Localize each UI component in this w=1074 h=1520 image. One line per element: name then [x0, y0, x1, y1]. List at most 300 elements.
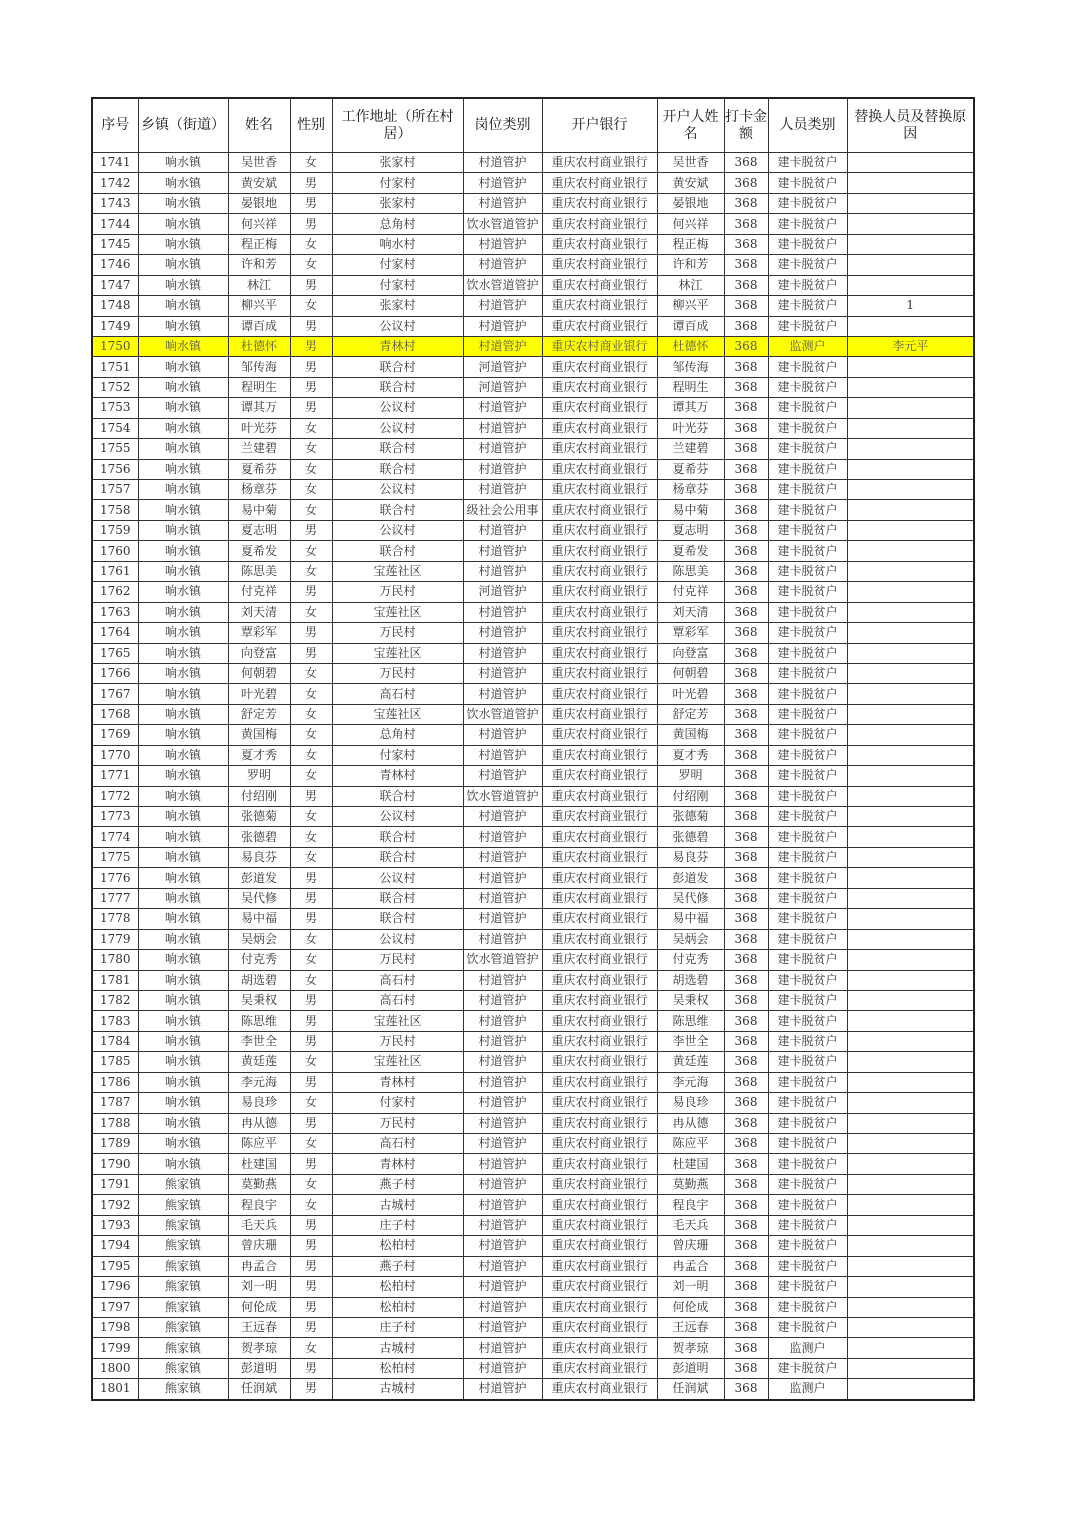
- cell-gender: 女: [290, 827, 332, 847]
- cell-bank: 重庆农村商业银行: [542, 827, 657, 847]
- cell-name: 李世全: [228, 1031, 290, 1051]
- cell-person-category: 建卡脱贫户: [768, 398, 847, 418]
- cell-index: 1782: [92, 990, 138, 1010]
- cell-work-address: 公议村: [332, 398, 463, 418]
- cell-replacement: [847, 602, 974, 622]
- cell-post-type: 村道管护: [463, 725, 542, 745]
- cell-work-address: 松柏村: [332, 1236, 463, 1256]
- cell-bank: 重庆农村商业银行: [542, 602, 657, 622]
- col-header-amount: 打卡金额: [724, 98, 768, 153]
- cell-name: 晏银地: [228, 193, 290, 213]
- cell-person-category: 建卡脱贫户: [768, 561, 847, 581]
- cell-account-holder: 兰建碧: [657, 439, 724, 459]
- cell-gender: 男: [290, 1277, 332, 1297]
- cell-town: 熊家镇: [138, 1317, 228, 1337]
- cell-bank: 重庆农村商业银行: [542, 255, 657, 275]
- cell-town: 响水镇: [138, 970, 228, 990]
- cell-gender: 男: [290, 1256, 332, 1276]
- cell-account-holder: 易良芬: [657, 847, 724, 867]
- cell-replacement: [847, 766, 974, 786]
- cell-bank: 重庆农村商业银行: [542, 173, 657, 193]
- table-body: [92, 153, 974, 1400]
- cell-gender: 男: [290, 336, 332, 356]
- cell-amount: 368: [724, 1011, 768, 1031]
- cell-town: 响水镇: [138, 582, 228, 602]
- cell-gender: 男: [290, 1358, 332, 1378]
- cell-account-holder: 贺孝琼: [657, 1338, 724, 1358]
- cell-post-type: 村道管护: [463, 1011, 542, 1031]
- cell-gender: 女: [290, 1174, 332, 1194]
- cell-name: 叶光碧: [228, 684, 290, 704]
- cell-replacement: [847, 1379, 974, 1400]
- cell-post-type: 村道管护: [463, 418, 542, 438]
- cell-index: 1774: [92, 827, 138, 847]
- cell-work-address: 燕子村: [332, 1174, 463, 1194]
- cell-bank: 重庆农村商业银行: [542, 1236, 657, 1256]
- cell-post-type: 村道管护: [463, 990, 542, 1010]
- cell-bank: 重庆农村商业银行: [542, 398, 657, 418]
- cell-replacement: [847, 1236, 974, 1256]
- cell-bank: 重庆农村商业银行: [542, 336, 657, 356]
- cell-index: 1788: [92, 1113, 138, 1133]
- cell-gender: 女: [290, 255, 332, 275]
- cell-index: 1767: [92, 684, 138, 704]
- cell-gender: 男: [290, 398, 332, 418]
- table-row: [92, 357, 974, 377]
- cell-post-type: 村道管护: [463, 1236, 542, 1256]
- cell-name: 何兴祥: [228, 214, 290, 234]
- cell-replacement: [847, 1174, 974, 1194]
- cell-name: 陈应平: [228, 1134, 290, 1154]
- cell-replacement: [847, 1113, 974, 1133]
- cell-post-type: 村道管护: [463, 296, 542, 316]
- cell-name: 任润斌: [228, 1379, 290, 1400]
- cell-index: 1791: [92, 1174, 138, 1194]
- cell-town: 响水镇: [138, 234, 228, 254]
- cell-replacement: [847, 1317, 974, 1337]
- cell-person-category: 建卡脱贫户: [768, 766, 847, 786]
- cell-replacement: [847, 357, 974, 377]
- cell-account-holder: 程明生: [657, 377, 724, 397]
- cell-replacement: [847, 868, 974, 888]
- cell-town: 响水镇: [138, 561, 228, 581]
- cell-replacement: [847, 173, 974, 193]
- cell-post-type: 村道管护: [463, 745, 542, 765]
- cell-account-holder: 谭其万: [657, 398, 724, 418]
- cell-person-category: 建卡脱贫户: [768, 1072, 847, 1092]
- table-row: [92, 1031, 974, 1051]
- cell-gender: 男: [290, 1379, 332, 1400]
- col-header-post-type: 岗位类别: [463, 98, 542, 153]
- cell-name: 覃彩军: [228, 623, 290, 643]
- cell-amount: 368: [724, 1031, 768, 1051]
- cell-replacement: [847, 418, 974, 438]
- col-header-index: 序号: [92, 98, 138, 153]
- cell-work-address: 宝莲社区: [332, 1052, 463, 1072]
- cell-name: 王远春: [228, 1317, 290, 1337]
- cell-name: 张德菊: [228, 807, 290, 827]
- cell-gender: 女: [290, 807, 332, 827]
- cell-post-type: 级社会公用事: [463, 500, 542, 520]
- cell-work-address: 公议村: [332, 418, 463, 438]
- cell-account-holder: 夏才秀: [657, 745, 724, 765]
- cell-bank: 重庆农村商业银行: [542, 1072, 657, 1092]
- cell-post-type: 村道管护: [463, 1277, 542, 1297]
- cell-name: 许和芳: [228, 255, 290, 275]
- cell-work-address: 古城村: [332, 1195, 463, 1215]
- cell-post-type: 村道管护: [463, 847, 542, 867]
- cell-amount: 368: [724, 459, 768, 479]
- cell-person-category: 建卡脱贫户: [768, 214, 847, 234]
- cell-replacement: [847, 847, 974, 867]
- cell-gender: 男: [290, 786, 332, 806]
- cell-amount: 368: [724, 1174, 768, 1194]
- cell-account-holder: 付绍刚: [657, 786, 724, 806]
- cell-post-type: 河道管护: [463, 582, 542, 602]
- cell-work-address: 联合村: [332, 786, 463, 806]
- cell-gender: 女: [290, 704, 332, 724]
- cell-amount: 368: [724, 480, 768, 500]
- cell-town: 响水镇: [138, 296, 228, 316]
- cell-replacement: [847, 623, 974, 643]
- cell-amount: 368: [724, 766, 768, 786]
- cell-index: 1786: [92, 1072, 138, 1092]
- cell-replacement: [847, 377, 974, 397]
- cell-gender: 女: [290, 541, 332, 561]
- cell-work-address: 付家村: [332, 275, 463, 295]
- cell-name: 冉孟合: [228, 1256, 290, 1276]
- cell-replacement: [847, 1093, 974, 1113]
- cell-bank: 重庆农村商业银行: [542, 214, 657, 234]
- cell-town: 响水镇: [138, 1031, 228, 1051]
- cell-replacement: [847, 929, 974, 949]
- cell-bank: 重庆农村商业银行: [542, 623, 657, 643]
- cell-replacement: [847, 541, 974, 561]
- cell-person-category: 建卡脱贫户: [768, 500, 847, 520]
- cell-account-holder: 覃彩军: [657, 623, 724, 643]
- cell-town: 响水镇: [138, 214, 228, 234]
- cell-work-address: 联合村: [332, 377, 463, 397]
- cell-replacement: [847, 582, 974, 602]
- cell-town: 熊家镇: [138, 1256, 228, 1276]
- cell-account-holder: 任润斌: [657, 1379, 724, 1400]
- cell-work-address: 松柏村: [332, 1297, 463, 1317]
- cell-post-type: 村道管护: [463, 1256, 542, 1276]
- cell-account-holder: 易中福: [657, 909, 724, 929]
- cell-gender: 女: [290, 1134, 332, 1154]
- cell-replacement: [847, 990, 974, 1010]
- cell-person-category: 建卡脱贫户: [768, 1174, 847, 1194]
- cell-work-address: 万民村: [332, 623, 463, 643]
- cell-replacement: [847, 398, 974, 418]
- cell-bank: 重庆农村商业银行: [542, 1338, 657, 1358]
- cell-post-type: 村道管护: [463, 807, 542, 827]
- cell-person-category: 建卡脱贫户: [768, 1195, 847, 1215]
- cell-bank: 重庆农村商业银行: [542, 541, 657, 561]
- cell-name: 易良芬: [228, 847, 290, 867]
- table-row: [92, 929, 974, 949]
- col-header-work-address: 工作地址（所在村居）: [332, 98, 463, 153]
- cell-name: 杨章芬: [228, 480, 290, 500]
- cell-amount: 368: [724, 1317, 768, 1337]
- cell-name: 向登富: [228, 643, 290, 663]
- cell-index: 1801: [92, 1379, 138, 1400]
- cell-bank: 重庆农村商业银行: [542, 745, 657, 765]
- cell-index: 1794: [92, 1236, 138, 1256]
- cell-name: 李元海: [228, 1072, 290, 1092]
- cell-account-holder: 李元海: [657, 1072, 724, 1092]
- cell-person-category: 建卡脱贫户: [768, 1277, 847, 1297]
- cell-person-category: 建卡脱贫户: [768, 520, 847, 540]
- cell-bank: 重庆农村商业银行: [542, 847, 657, 867]
- cell-town: 响水镇: [138, 643, 228, 663]
- cell-account-holder: 莫勤燕: [657, 1174, 724, 1194]
- cell-amount: 368: [724, 255, 768, 275]
- cell-person-category: 建卡脱贫户: [768, 153, 847, 173]
- cell-account-holder: 何朝碧: [657, 663, 724, 683]
- cell-bank: 重庆农村商业银行: [542, 1358, 657, 1378]
- cell-gender: 女: [290, 1195, 332, 1215]
- cell-index: 1769: [92, 725, 138, 745]
- cell-town: 响水镇: [138, 807, 228, 827]
- table-row: [92, 786, 974, 806]
- cell-index: 1750: [92, 336, 138, 356]
- table-row: [92, 1072, 974, 1092]
- cell-account-holder: 何伦成: [657, 1297, 724, 1317]
- cell-work-address: 万民村: [332, 582, 463, 602]
- cell-gender: 女: [290, 602, 332, 622]
- cell-account-holder: 李世全: [657, 1031, 724, 1051]
- cell-work-address: 公议村: [332, 868, 463, 888]
- cell-index: 1793: [92, 1215, 138, 1235]
- cell-town: 响水镇: [138, 1113, 228, 1133]
- cell-account-holder: 曾庆珊: [657, 1236, 724, 1256]
- cell-name: 曾庆珊: [228, 1236, 290, 1256]
- table-row: [92, 439, 974, 459]
- cell-bank: 重庆农村商业银行: [542, 909, 657, 929]
- cell-post-type: 村道管护: [463, 643, 542, 663]
- table-row: [92, 1093, 974, 1113]
- cell-gender: 女: [290, 296, 332, 316]
- cell-name: 罗明: [228, 766, 290, 786]
- cell-index: 1781: [92, 970, 138, 990]
- cell-gender: 女: [290, 480, 332, 500]
- cell-amount: 368: [724, 929, 768, 949]
- cell-account-holder: 吴代修: [657, 888, 724, 908]
- cell-account-holder: 吴炳会: [657, 929, 724, 949]
- cell-name: 黄安斌: [228, 173, 290, 193]
- cell-town: 响水镇: [138, 1011, 228, 1031]
- col-header-bank: 开户银行: [542, 98, 657, 153]
- cell-post-type: 村道管护: [463, 520, 542, 540]
- cell-bank: 重庆农村商业银行: [542, 418, 657, 438]
- cell-name: 付绍刚: [228, 786, 290, 806]
- table-row: [92, 1317, 974, 1337]
- cell-town: 响水镇: [138, 1093, 228, 1113]
- cell-replacement: [847, 1297, 974, 1317]
- cell-work-address: 联合村: [332, 500, 463, 520]
- cell-post-type: 村道管护: [463, 602, 542, 622]
- cell-bank: 重庆农村商业银行: [542, 1195, 657, 1215]
- cell-post-type: 村道管护: [463, 398, 542, 418]
- cell-index: 1747: [92, 275, 138, 295]
- cell-account-holder: 叶光芬: [657, 418, 724, 438]
- table-row: [92, 663, 974, 683]
- cell-gender: 男: [290, 623, 332, 643]
- cell-gender: 女: [290, 439, 332, 459]
- cell-replacement: [847, 1052, 974, 1072]
- cell-person-category: 建卡脱贫户: [768, 1031, 847, 1051]
- cell-amount: 368: [724, 500, 768, 520]
- cell-amount: 368: [724, 888, 768, 908]
- table-row: [92, 1011, 974, 1031]
- cell-person-category: 建卡脱贫户: [768, 725, 847, 745]
- cell-amount: 368: [724, 1277, 768, 1297]
- cell-bank: 重庆农村商业银行: [542, 1154, 657, 1174]
- cell-work-address: 总角村: [332, 725, 463, 745]
- table-row: [92, 1134, 974, 1154]
- cell-index: 1796: [92, 1277, 138, 1297]
- cell-replacement: [847, 439, 974, 459]
- cell-gender: 男: [290, 990, 332, 1010]
- cell-account-holder: 夏志明: [657, 520, 724, 540]
- cell-index: 1780: [92, 950, 138, 970]
- cell-amount: 368: [724, 1154, 768, 1174]
- cell-index: 1758: [92, 500, 138, 520]
- cell-index: 1751: [92, 357, 138, 377]
- cell-gender: 男: [290, 316, 332, 336]
- cell-work-address: 高石村: [332, 970, 463, 990]
- cell-work-address: 古城村: [332, 1379, 463, 1400]
- cell-town: 响水镇: [138, 929, 228, 949]
- cell-index: 1745: [92, 234, 138, 254]
- cell-person-category: 建卡脱贫户: [768, 255, 847, 275]
- cell-person-category: 建卡脱贫户: [768, 1256, 847, 1276]
- cell-gender: 女: [290, 663, 332, 683]
- col-header-person-category: 人员类别: [768, 98, 847, 153]
- cell-post-type: 村道管护: [463, 153, 542, 173]
- cell-work-address: 青林村: [332, 1072, 463, 1092]
- cell-work-address: 万民村: [332, 950, 463, 970]
- cell-index: 1792: [92, 1195, 138, 1215]
- cell-index: 1790: [92, 1154, 138, 1174]
- table-row: [92, 970, 974, 990]
- cell-post-type: 村道管护: [463, 1215, 542, 1235]
- cell-account-holder: 吴世香: [657, 153, 724, 173]
- cell-amount: 368: [724, 909, 768, 929]
- table-row: [92, 296, 974, 316]
- cell-index: 1789: [92, 1134, 138, 1154]
- table-row: [92, 643, 974, 663]
- table-row: [92, 1154, 974, 1174]
- cell-amount: 368: [724, 643, 768, 663]
- cell-name: 邹传海: [228, 357, 290, 377]
- cell-bank: 重庆农村商业银行: [542, 439, 657, 459]
- cell-bank: 重庆农村商业银行: [542, 153, 657, 173]
- cell-amount: 368: [724, 582, 768, 602]
- cell-account-holder: 黄国梅: [657, 725, 724, 745]
- cell-person-category: 建卡脱贫户: [768, 357, 847, 377]
- cell-amount: 368: [724, 234, 768, 254]
- cell-replacement: [847, 1277, 974, 1297]
- table-row: [92, 1236, 974, 1256]
- cell-replacement: [847, 1358, 974, 1378]
- cell-work-address: 青林村: [332, 1154, 463, 1174]
- cell-bank: 重庆农村商业银行: [542, 1031, 657, 1051]
- cell-account-holder: 陈思美: [657, 561, 724, 581]
- cell-name: 吴代修: [228, 888, 290, 908]
- cell-name: 彭道明: [228, 1358, 290, 1378]
- header-row: [92, 98, 974, 153]
- cell-town: 响水镇: [138, 520, 228, 540]
- cell-index: 1752: [92, 377, 138, 397]
- cell-person-category: 建卡脱贫户: [768, 480, 847, 500]
- cell-work-address: 响水村: [332, 234, 463, 254]
- cell-amount: 368: [724, 684, 768, 704]
- cell-account-holder: 叶光碧: [657, 684, 724, 704]
- table-row: [92, 459, 974, 479]
- cell-person-category: 建卡脱贫户: [768, 623, 847, 643]
- cell-bank: 重庆农村商业银行: [542, 357, 657, 377]
- cell-index: 1748: [92, 296, 138, 316]
- cell-name: 夏志明: [228, 520, 290, 540]
- table-row: [92, 1256, 974, 1276]
- cell-replacement: [847, 1134, 974, 1154]
- cell-town: 响水镇: [138, 868, 228, 888]
- cell-work-address: 总角村: [332, 214, 463, 234]
- cell-gender: 男: [290, 520, 332, 540]
- cell-name: 毛天兵: [228, 1215, 290, 1235]
- cell-index: 1765: [92, 643, 138, 663]
- cell-index: 1741: [92, 153, 138, 173]
- cell-replacement: 李元平: [847, 336, 974, 356]
- cell-index: 1770: [92, 745, 138, 765]
- cell-town: 响水镇: [138, 827, 228, 847]
- table-row: [92, 1215, 974, 1235]
- cell-post-type: 村道管护: [463, 1195, 542, 1215]
- cell-name: 刘天清: [228, 602, 290, 622]
- cell-name: 程正梅: [228, 234, 290, 254]
- cell-bank: 重庆农村商业银行: [542, 990, 657, 1010]
- cell-index: 1785: [92, 1052, 138, 1072]
- cell-town: 响水镇: [138, 786, 228, 806]
- cell-account-holder: 许和芳: [657, 255, 724, 275]
- cell-gender: 女: [290, 684, 332, 704]
- cell-work-address: 燕子村: [332, 1256, 463, 1276]
- cell-gender: 女: [290, 1338, 332, 1358]
- cell-name: 贺孝琼: [228, 1338, 290, 1358]
- cell-post-type: 村道管护: [463, 1174, 542, 1194]
- cell-work-address: 联合村: [332, 357, 463, 377]
- table-row: [92, 704, 974, 724]
- table-row: [92, 1338, 974, 1358]
- cell-amount: 368: [724, 173, 768, 193]
- cell-bank: 重庆农村商业银行: [542, 520, 657, 540]
- cell-index: 1775: [92, 847, 138, 867]
- table-row: [92, 418, 974, 438]
- cell-amount: 368: [724, 704, 768, 724]
- cell-replacement: [847, 807, 974, 827]
- cell-person-category: 建卡脱贫户: [768, 1297, 847, 1317]
- cell-name: 易中福: [228, 909, 290, 929]
- cell-account-holder: 陈应平: [657, 1134, 724, 1154]
- cell-gender: 男: [290, 1215, 332, 1235]
- cell-post-type: 村道管护: [463, 888, 542, 908]
- cell-name: 舒定芳: [228, 704, 290, 724]
- cell-replacement: [847, 255, 974, 275]
- cell-post-type: 村道管护: [463, 1379, 542, 1400]
- cell-amount: 368: [724, 193, 768, 213]
